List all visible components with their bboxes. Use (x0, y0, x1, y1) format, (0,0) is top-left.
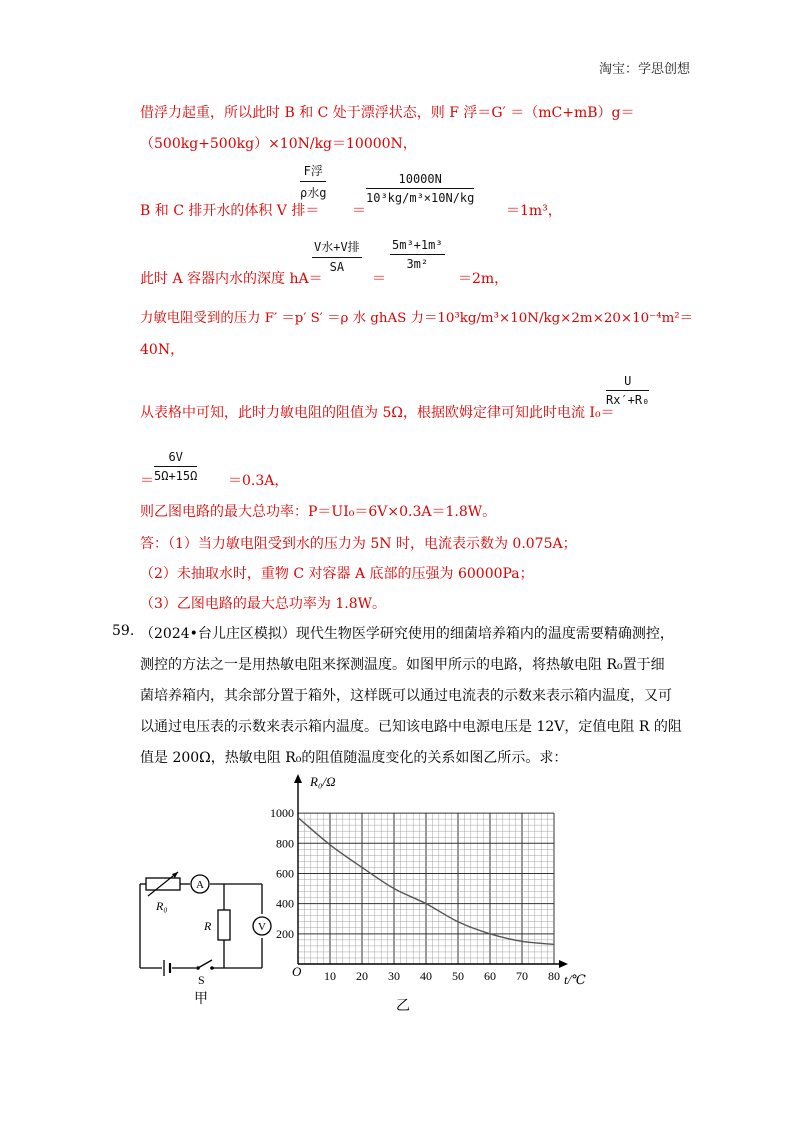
problem-line-4: 以通过电压表的示数来表示箱内温度。已知该电路中电源电压是 12V，定值电阻 R 的阻 (140, 719, 682, 735)
fraction-volume-value (366, 172, 474, 205)
fraction-denominator: SA (329, 260, 345, 274)
fraction-numerator: 10000N (366, 172, 474, 189)
solution-line-8-prefix: ＝ (140, 473, 154, 489)
label-r: R (204, 919, 212, 933)
fraction-depth-value (390, 238, 445, 271)
chart-origin: O (292, 964, 302, 979)
problem-number: 59. (112, 623, 135, 639)
x-tick-label: 30 (388, 969, 400, 983)
answer-2: （2）未抽取水时，重物 C 对容器 A 底部的压强为 60000Pa； (140, 566, 534, 582)
fraction-numerator: F浮 (300, 162, 326, 182)
solution-line-1: 借浮力起重，所以此时 B 和 C 处于漂浮状态，则 F 浮＝G′ ＝（mC+mB）g＝ (140, 105, 635, 121)
fraction-current (606, 374, 649, 407)
problem-line-3: 菌培养箱内，其余部分置于箱外，这样既可以通过电流表的示数来表示箱内温度，又可 (140, 688, 672, 704)
thermistor-chart (258, 770, 608, 1020)
solution-line-5: 力敏电阻受到的压力 F′ ＝p′ S′ ＝ρ 水 ghAS 力＝10³kg/m³×10N/kg×2m×20×10⁻⁴m²＝ (140, 311, 694, 326)
solution-line-4-suffix: ＝2m， (458, 271, 509, 287)
problem-line-1: （2024•台儿庄区模拟）现代生物医学研究使用的细菌培养箱内的温度需要精确测控， (140, 626, 674, 642)
x-tick-label: 10 (324, 969, 336, 983)
fraction-depth (312, 238, 362, 274)
label-ammeter: A (196, 879, 204, 891)
solution-line-3-suffix: ＝1m³， (506, 203, 562, 219)
solution-line-2: （500kg+500kg）×10N/kg＝10000N， (140, 136, 417, 152)
solution-line-7: 从表格中可知，此时力敏电阻的阻值为 5Ω，根据欧姆定律可知此时电流 I₀＝ (140, 405, 615, 421)
x-axis-arrow-icon (559, 960, 568, 968)
label-r0: R₀ (156, 899, 168, 913)
fraction-denominator: ρ水g (300, 186, 327, 200)
y-tick-label: 800 (276, 836, 294, 851)
y-tick-label: 1000 (270, 806, 294, 821)
page-header: 淘宝：学思创想 (598, 62, 690, 77)
chart-xlabel: t/℃ (564, 972, 586, 987)
equals-sign: ＝ (352, 203, 366, 219)
fraction-denominator: 10³kg/m³×10N/kg (366, 191, 475, 205)
x-tick-label: 60 (484, 969, 496, 983)
fraction-numerator: 6V (154, 450, 197, 467)
chart-ticks (270, 806, 560, 983)
problem-line-5: 值是 200Ω，热敏电阻 R₀的阻值随温度变化的关系如图乙所示。求： (140, 750, 568, 766)
chart-caption: 乙 (396, 999, 410, 1014)
solution-line-6: 40N， (140, 342, 185, 358)
x-tick-label: 80 (548, 969, 560, 983)
label-voltmeter: V (258, 921, 266, 933)
solution-line-9: 则乙图电路的最大总功率：P＝UI₀＝6V×0.3A＝1.8W。 (140, 504, 497, 520)
fraction-numerator: V水+V排 (312, 238, 362, 258)
answer-1: 答：（1）当力敏电阻受到水的压力为 5N 时，电流表示数为 0.075A； (140, 536, 577, 552)
equals-sign: ＝ (372, 271, 386, 287)
fraction-denominator: 3m² (406, 257, 429, 271)
circuit-diagram (132, 860, 272, 1010)
chart-axes (294, 774, 568, 968)
y-tick-label: 200 (276, 926, 294, 941)
resistor-r (218, 910, 230, 940)
fraction-current-value (154, 450, 197, 483)
label-switch: S (198, 973, 205, 987)
circuit-caption: 甲 (194, 992, 208, 1007)
fraction-denominator: Rx′+R₀ (606, 393, 650, 407)
chart-grid (298, 813, 554, 964)
y-tick-label: 600 (276, 866, 294, 881)
y-tick-label: 400 (276, 896, 294, 911)
solution-line-4-prefix: 此时 A 容器内水的深度 hA＝ (140, 271, 323, 287)
fraction-numerator: U (606, 374, 649, 391)
chart-ylabel: R₀/Ω (310, 774, 336, 789)
solution-line-3-prefix: B 和 C 排开水的体积 V 排＝ (140, 203, 320, 219)
x-tick-label: 40 (420, 969, 432, 983)
fraction-denominator: 5Ω+15Ω (154, 469, 198, 483)
solution-line-8-suffix: ＝0.3A， (228, 473, 289, 489)
x-tick-label: 20 (356, 969, 368, 983)
fraction-numerator: 5m³+1m³ (390, 238, 445, 255)
x-tick-label: 70 (516, 969, 528, 983)
answer-3: （3）乙图电路的最大总功率为 1.8W。 (140, 596, 387, 612)
problem-line-2: 测控的方法之一是用热敏电阻来探测温度。如图甲所示的电路，将热敏电阻 R₀置于细 (140, 657, 665, 673)
y-axis-arrow-icon (294, 774, 302, 783)
fraction-buoyancy (300, 162, 326, 201)
x-tick-label: 50 (452, 969, 464, 983)
